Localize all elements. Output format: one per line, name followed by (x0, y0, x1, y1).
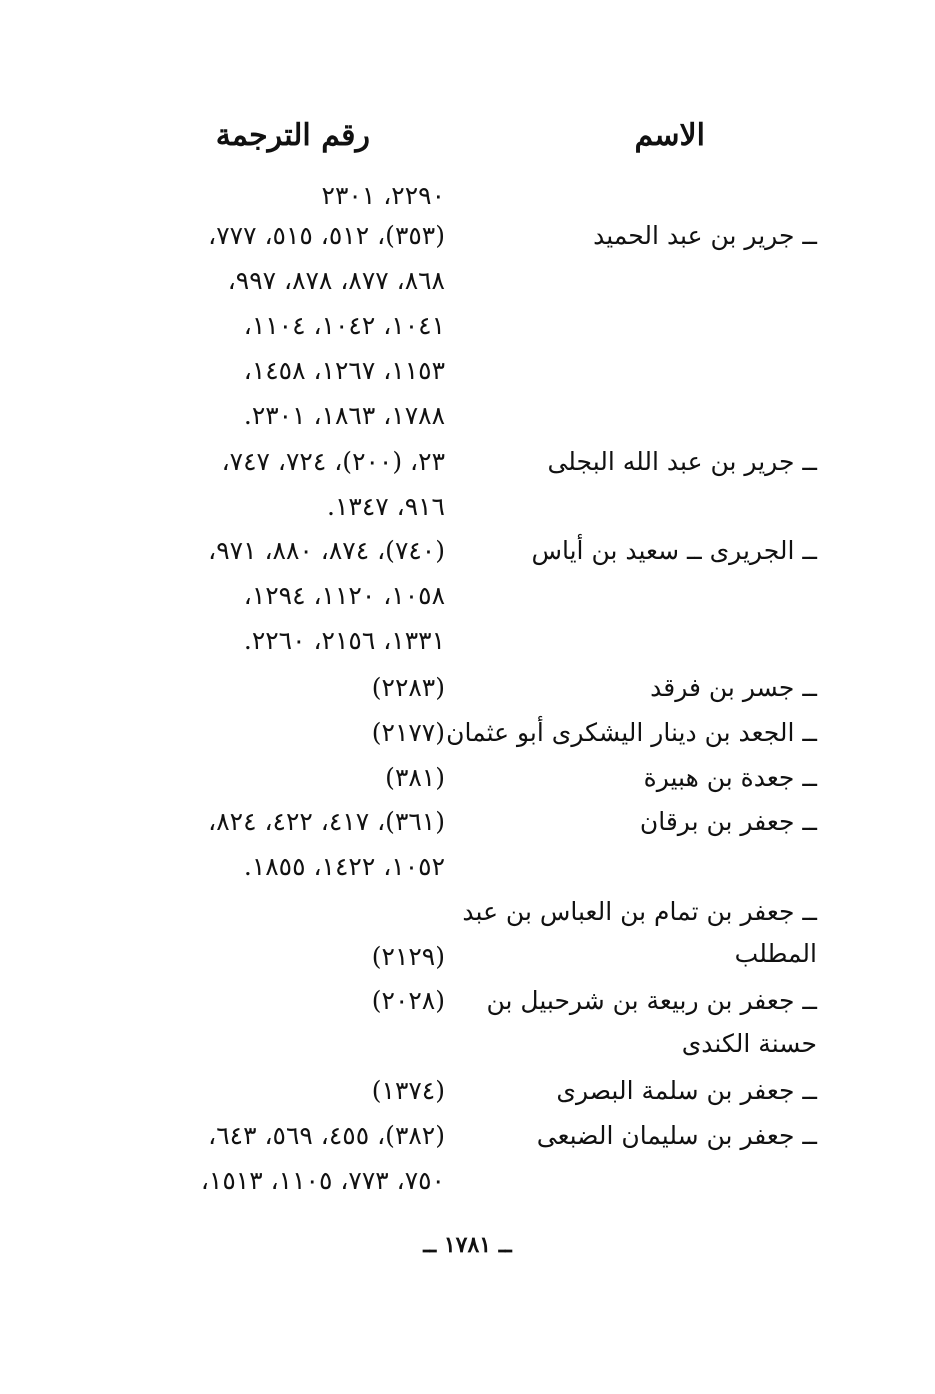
entry-number-line: (٣٨١) (385, 763, 445, 792)
entry-number-line: ١٠٤١، ١٠٤٢، ١١٠٤، (243, 311, 445, 340)
entry-name-line: ــ جرير بن عبد الله البجلى (547, 447, 817, 476)
entry-number-line: ١٣٣١، ٢١٥٦، ٢٢٦٠. (243, 626, 445, 655)
entry-number-line: ١٠٥٨، ١١٢٠، ١٢٩٤، (243, 581, 445, 610)
entry-name-line: ــ الجعد بن دينار اليشكرى أبو عثمان (446, 718, 817, 747)
entry-number-line: (٣٥٣)، ٥١٢، ٥١٥، ٧٧٧، (208, 221, 445, 250)
entry-number-line: (١٣٧٤) (371, 1076, 445, 1105)
page-number: ــ ١٧٨١ ــ (423, 1232, 512, 1258)
entry-number-line: ٨٦٨، ٨٧٧، ٨٧٨، ٩٩٧، (227, 266, 445, 295)
entry-name-line: ــ جسر بن فرقد (650, 673, 817, 702)
entry-number-line: ٢٣، (٢٠٠)، ٧٢٤، ٧٤٧، (221, 447, 445, 476)
entry-name-line: ــ جعفر بن سلمة البصرى (556, 1076, 817, 1105)
entry-name-line: ــ جعفر بن برقان (639, 807, 817, 836)
entry-number-line: (٧٤٠)، ٨٧٤، ٨٨٠، ٩٧١، (208, 536, 445, 565)
entry-number-line: (٣٨٢)، ٤٥٥، ٥٦٩، ٦٤٣، (208, 1121, 445, 1150)
number-column-header: رقم الترجمة (215, 118, 370, 153)
entry-name-line: ــ الجريرى ــ سعيد بن أياس (531, 536, 817, 565)
entry-number-line: ١٠٥٢، ١٤٢٢، ١٨٥٥. (243, 852, 445, 881)
entry-name-line: ــ جعفر بن سليمان الضبعى (536, 1121, 817, 1150)
entry-name-line: حسنة الكندى (681, 1029, 817, 1058)
entry-number-line: (٢١٢٩) (371, 942, 445, 971)
entry-name-line: ــ جعفر بن ربيعة بن شرحبيل بن (486, 986, 817, 1015)
entry-number-line: (٢٠٢٨) (371, 986, 445, 1015)
entry-name-line: ــ جرير بن عبد الحميد (593, 221, 817, 250)
entry-name-line: المطلب (734, 939, 817, 968)
entry-number-line: ١١٥٣، ١٢٦٧، ١٤٥٨، (243, 356, 445, 385)
entry-number-line: (٢٢٨٣) (371, 673, 445, 702)
entry-number-line: ٢٢٩٠، ٢٣٠١ (321, 181, 445, 210)
entry-number-line: ٩١٦، ١٣٤٧. (327, 492, 445, 521)
entry-number-line: ٧٥٠، ٧٧٣، ١١٠٥، ١٥١٣، (200, 1166, 445, 1195)
name-column-header: الاسم (634, 118, 705, 153)
entry-number-line: ١٧٨٨، ١٨٦٣، ٢٣٠١. (243, 401, 445, 430)
entry-number-line: (٣٦١)، ٤١٧، ٤٢٢، ٨٢٤، (208, 807, 445, 836)
entry-name-line: ــ جعدة بن هبيرة (643, 763, 817, 792)
entry-name-line: ــ جعفر بن تمام بن العباس بن عبد (462, 897, 817, 926)
entry-number-line: (٢١٧٧) (371, 718, 445, 747)
